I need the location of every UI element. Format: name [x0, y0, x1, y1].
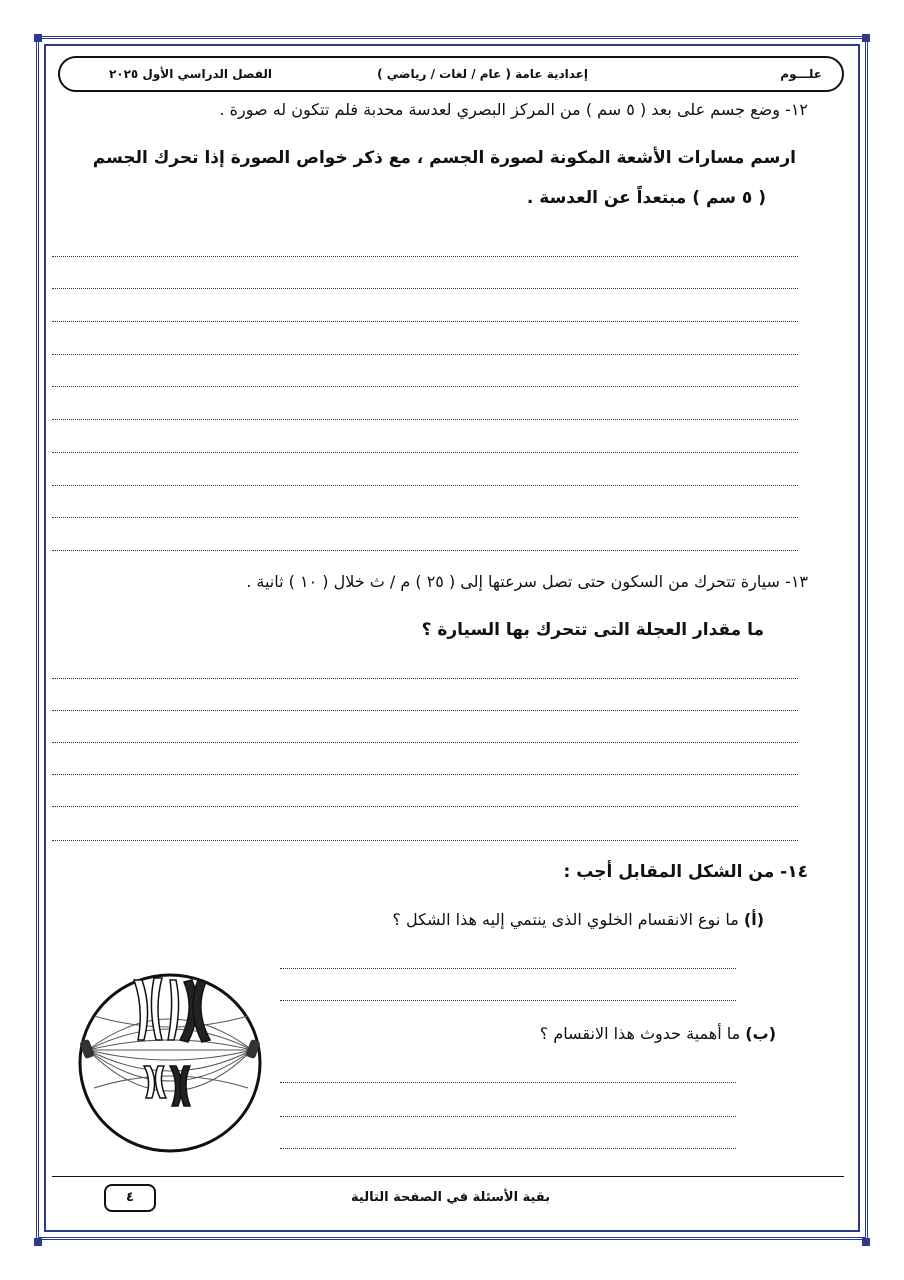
exam-header — [58, 56, 844, 92]
answer-line[interactable] — [52, 840, 798, 841]
answer-line[interactable] — [52, 710, 798, 711]
answer-line[interactable] — [52, 774, 798, 775]
corner-ornament — [34, 1238, 42, 1246]
header-subject: علـــوم — [780, 67, 822, 81]
q14-part-a — [392, 910, 764, 929]
answer-line[interactable] — [52, 419, 798, 420]
answer-line[interactable] — [52, 485, 798, 486]
answer-line[interactable] — [52, 321, 798, 322]
corner-ornament — [862, 34, 870, 42]
answer-line[interactable] — [52, 386, 798, 387]
answer-line[interactable] — [52, 452, 798, 453]
header-stage: إعدادية عامة ( عام / لغات / رياضي ) — [377, 67, 588, 81]
cell-division-diagram-icon — [72, 968, 268, 1158]
answer-line[interactable] — [52, 742, 798, 743]
q12-stem: ١٢- وضع جسم على بعد ( ٥ سم ) من المركز البصري لعدسة محدبة فلم تتكون له صورة . — [219, 100, 808, 119]
corner-ornament — [34, 34, 42, 42]
answer-line[interactable] — [52, 550, 798, 551]
answer-line[interactable] — [280, 968, 736, 969]
footer-note: بقية الأسئلة في الصفحة التالية — [351, 1190, 550, 1205]
answer-line[interactable] — [52, 678, 798, 679]
q14-part-a-label: (أ) — [743, 910, 764, 929]
q14-part-a-text: ما نوع الانقسام الخلوي الذى ينتمي إليه هذا الشكل ؟ — [392, 910, 739, 929]
q14-part-b — [540, 1024, 776, 1043]
q13-stem: ١٣- سيارة تتحرك من السكون حتى تصل سرعتها إلى ( ٢٥ ) م / ث خلال ( ١٠ ) ثانية . — [246, 572, 808, 591]
answer-line[interactable] — [280, 1116, 736, 1117]
q14-part-b-label: (ب) — [745, 1024, 776, 1043]
answer-line[interactable] — [280, 1000, 736, 1001]
answer-line[interactable] — [52, 517, 798, 518]
answer-line[interactable] — [52, 806, 798, 807]
q14-title: ١٤- من الشكل المقابل أجب : — [563, 862, 808, 882]
q12-task-line1: ارسم مسارات الأشعة المكونة لصورة الجسم ، مع ذكر خواص الصورة إذا تحرك الجسم — [92, 148, 796, 168]
footer-divider — [52, 1176, 844, 1177]
header-term: الفصل الدراسي الأول ٢٠٢٥ — [108, 67, 272, 81]
q14-part-b-text: ما أهمية حدوث هذا الانقسام ؟ — [539, 1024, 741, 1043]
answer-line[interactable] — [52, 288, 798, 289]
answer-line[interactable] — [280, 1148, 736, 1149]
answer-line[interactable] — [52, 354, 798, 355]
q13-question: ما مقدار العجلة التى تتحرك بها السيارة ؟ — [421, 620, 764, 640]
answer-line[interactable] — [280, 1082, 736, 1083]
corner-ornament — [862, 1238, 870, 1246]
answer-line[interactable] — [52, 256, 798, 257]
page-number: ٤ — [104, 1184, 156, 1212]
q12-task-line2: ( ٥ سم ) مبتعداً عن العدسة . — [526, 188, 766, 208]
